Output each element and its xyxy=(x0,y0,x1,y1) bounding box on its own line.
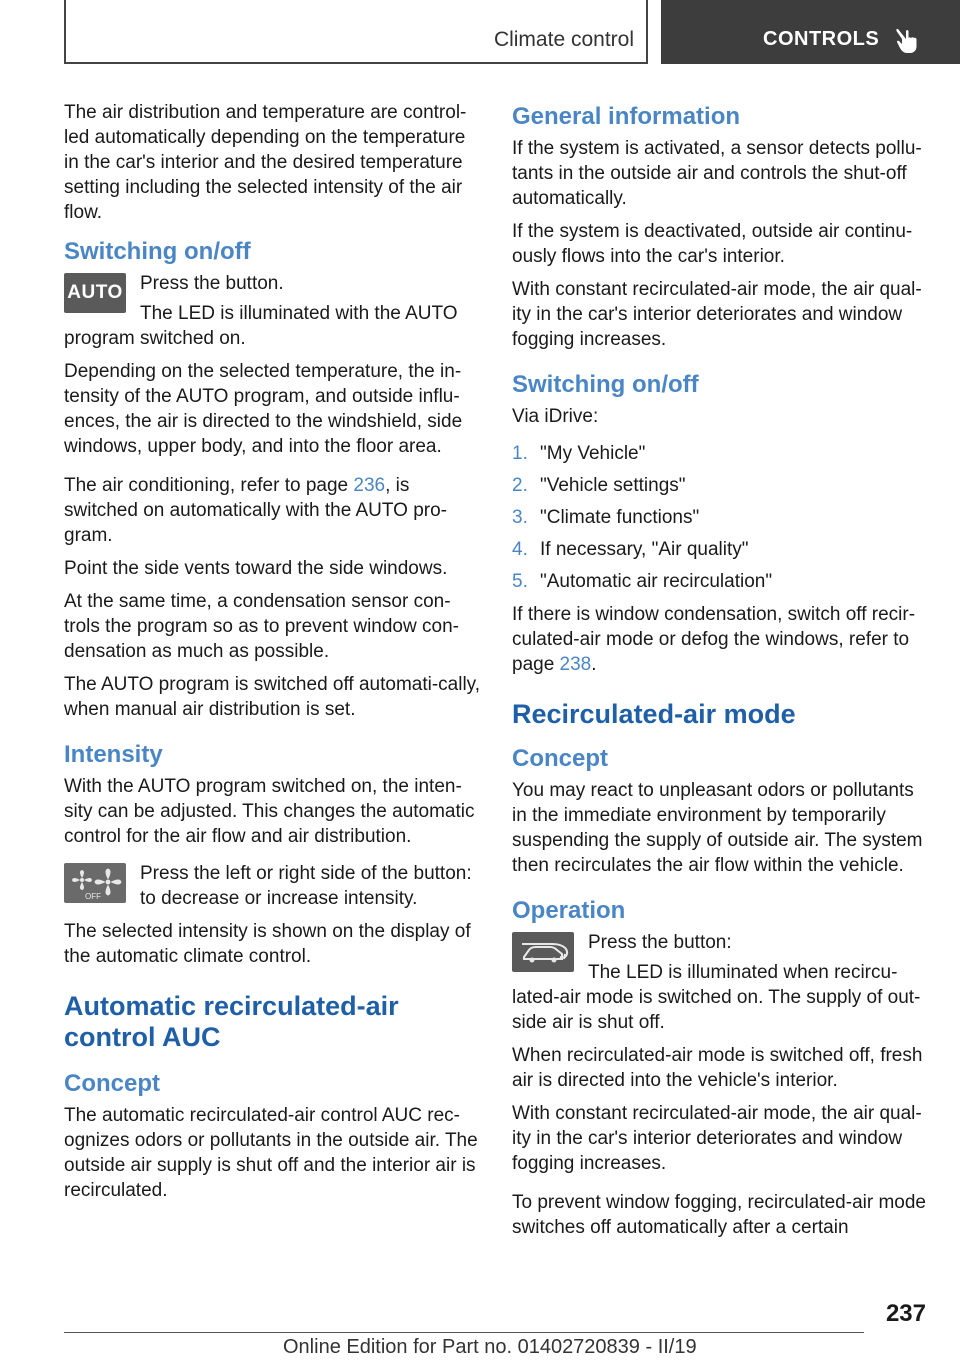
auto-button-label: AUTO xyxy=(67,282,123,303)
list-item xyxy=(512,537,932,562)
condensation-page-link[interactable]: 238 xyxy=(559,654,592,675)
edition-text: Online Edition for Part no. 01402720839 - II/19 xyxy=(283,1336,697,1358)
ac-paragraph xyxy=(64,473,482,548)
ac-text-post: , is switched on automatically with the AUTO pro-gram. xyxy=(64,475,447,546)
depending-paragraph: Depending on the selected temperature, the in-tensity of the AUTO program, and outside influ-ences, the air is directed to the windshield, side windows, upper body, and into the floor area. xyxy=(64,361,463,457)
step-text: "My Vehicle" xyxy=(540,443,646,464)
recirc-button-icon xyxy=(512,932,574,972)
fan-intensity-button-icon xyxy=(64,863,126,903)
recirc-heading: Recirculated-air mode xyxy=(512,699,796,729)
right-switching-heading: Switching on/off xyxy=(512,371,699,398)
footer-rule xyxy=(64,1332,864,1333)
intro-paragraph: The air distribution and temperature are control-led automatically depending on the temperature in the car's interior and the desired temperature setting including the selected intensity of the air flow. xyxy=(64,102,467,223)
step-number: 3. xyxy=(512,507,528,528)
recirc-led-text: The LED is illuminated when recircu-lated-air mode is switched on. The supply of out-side air is shut off. xyxy=(512,962,921,1033)
auto-button-icon xyxy=(64,273,126,313)
fan-icon xyxy=(64,863,126,903)
switched-off-paragraph: When recirculated-air mode is switched off, fresh air is directed into the vehicle's interior. xyxy=(512,1045,923,1091)
page-number: 237 xyxy=(885,1300,926,1327)
vents-paragraph: Point the side vents toward the side windows. xyxy=(64,558,448,579)
operation-heading: Operation xyxy=(512,897,626,924)
condensation-text-pre: If there is window condensation, switch off recir-culated-air mode or defog the windows, refer to page xyxy=(512,604,916,675)
step-text: If necessary, "Air quality" xyxy=(540,539,749,560)
intensity-paragraph: With the AUTO program switched on, the inten-sity can be adjusted. This changes the automatic control for the air flow and air distribution. xyxy=(64,776,475,847)
constant-paragraph-1: With constant recirculated-air mode, the air qual-ity in the car's interior deteriorates and window fogging increases. xyxy=(512,279,922,350)
recirc-press-text: Press the button: xyxy=(588,932,732,953)
ac-text-pre: The air conditioning, refer to page xyxy=(64,475,354,496)
intensity-heading: Intensity xyxy=(64,741,163,768)
ac-page-link[interactable]: 236 xyxy=(353,475,386,496)
condensation-text-post: . xyxy=(591,654,597,675)
activated-paragraph: If the system is activated, a sensor detects pollu-tants in the outside air and controls the shut-off automatically. xyxy=(512,138,922,209)
fan-off-label: OFF xyxy=(85,892,101,901)
general-heading: General information xyxy=(512,103,741,130)
condensation-paragraph: At the same time, a condensation sensor con-trols the program so as to prevent window con-densation as much as possible. xyxy=(64,591,459,662)
recirc-concept-heading: Concept xyxy=(512,745,608,772)
left-column xyxy=(64,100,482,1211)
via-idrive: Via iDrive: xyxy=(512,406,599,427)
auto-button-row xyxy=(64,271,482,323)
selected-intensity-paragraph: The selected intensity is shown on the display of the automatic climate control. xyxy=(64,921,471,967)
section-title: Climate control xyxy=(493,28,634,51)
constant-paragraph-2: With constant recirculated-air mode, the air qual-ity in the car's interior deteriorates and window fogging increases. xyxy=(512,1103,922,1174)
press-button-text: Press the button. xyxy=(140,273,284,294)
step-number: 5. xyxy=(512,571,528,592)
step-number: 1. xyxy=(512,443,528,464)
recirculation-car-icon xyxy=(512,932,574,972)
fan-press-text: Press the left or right side of the button: to decrease or increase intensity. xyxy=(140,863,472,909)
condensation-paragraph-right xyxy=(512,602,932,677)
auc-heading: Automatic recirculated-air control AUC xyxy=(64,991,399,1052)
step-number: 4. xyxy=(512,539,528,560)
fan-button-row xyxy=(64,861,482,913)
step-text: "Automatic air recirculation" xyxy=(540,571,773,592)
recirc-button-row xyxy=(512,930,932,982)
deactivated-paragraph: If the system is deactivated, outside air continu-ously flows into the car's interior. xyxy=(512,221,913,267)
list-item xyxy=(512,505,932,530)
step-number: 2. xyxy=(512,475,528,496)
list-item xyxy=(512,569,932,594)
auc-concept-heading: Concept xyxy=(64,1070,160,1097)
recirc-concept-paragraph: You may react to unpleasant odors or pollutants in the immediate environment by temporarily suspending the supply of outside air. The system then recirculates the air flow within the vehicle. xyxy=(512,780,923,876)
hand-pointer-icon xyxy=(894,26,920,54)
auc-concept-paragraph: The automatic recirculated-air control AUC rec-ognizes odors or pollutants in the outside air. The outside air supply is shut off and the interior air is recirculated. xyxy=(64,1105,478,1201)
right-column xyxy=(512,100,932,1248)
step-text: "Vehicle settings" xyxy=(540,475,686,496)
idrive-steps xyxy=(512,441,932,594)
chapter-title: CONTROLS xyxy=(763,28,880,50)
list-item xyxy=(512,473,932,498)
auto-off-paragraph: The AUTO program is switched off automati-cally, when manual air distribution is set. xyxy=(64,674,481,720)
list-item xyxy=(512,441,932,466)
prevent-paragraph: To prevent window fogging, recirculated-air mode switches off automatically after a certain xyxy=(512,1192,926,1238)
step-text: "Climate functions" xyxy=(540,507,700,528)
switching-heading: Switching on/off xyxy=(64,238,251,265)
led-text: The LED is illuminated with the AUTO program switched on. xyxy=(64,303,458,349)
